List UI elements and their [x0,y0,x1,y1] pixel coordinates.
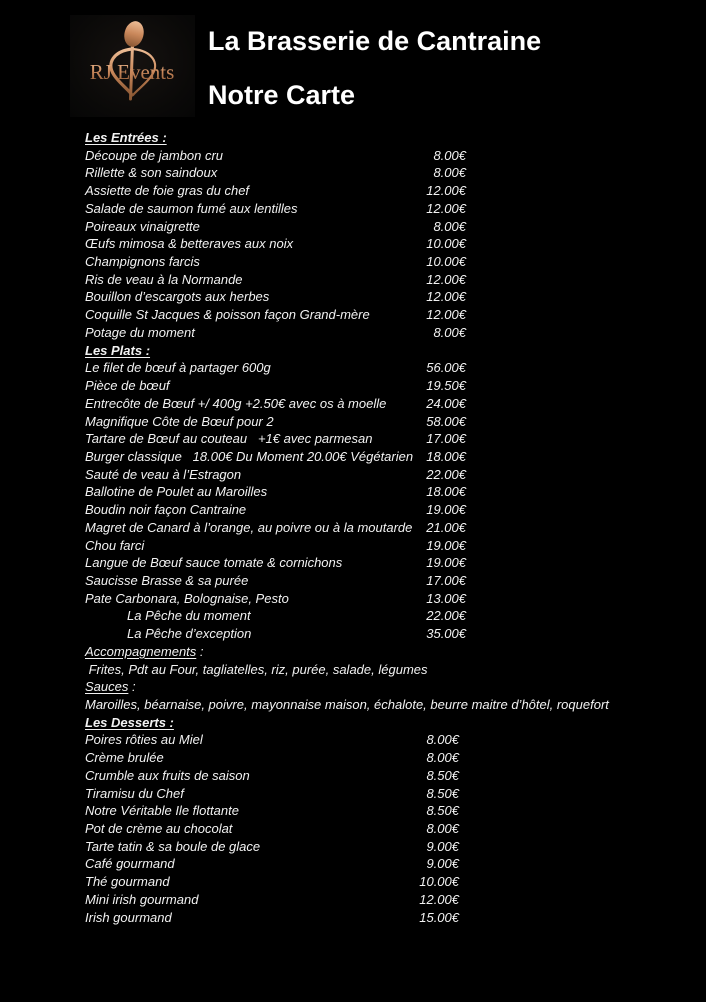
item-price: 12.00€ [426,200,466,216]
item-name: Crème brulée [85,750,164,766]
item-price: 56.00€ [426,360,466,376]
menu-item [85,359,466,377]
menu-item [85,909,459,927]
menu-item [85,855,459,873]
menu-item [85,749,459,767]
item-name: Sauté de veau à l’Estragon [85,466,242,482]
item-name: La Pêche du moment [127,608,251,624]
item-price: 8.00€ [426,750,459,766]
menu-item [85,802,459,820]
item-price: 8.00€ [433,165,466,181]
menu-item [85,164,466,182]
item-price: 12.00€ [426,307,466,323]
menu [85,129,660,926]
item-name: Tiramisu du Chef [85,785,184,801]
menu-item [85,590,466,608]
item-name: Chou farci [85,537,145,553]
item-price: 24.00€ [426,395,466,411]
menu-item [85,288,466,306]
menu-item [85,271,466,289]
item-price: 8.00€ [426,821,459,837]
menu-item [85,572,466,590]
item-name: Champignons farcis [85,254,200,270]
item-name: Crumble aux fruits de saison [85,767,250,783]
item-price: 17.00€ [426,572,466,588]
item-price: 19.00€ [426,555,466,571]
menu-item [85,413,466,431]
menu-item [85,200,466,218]
item-price: 58.00€ [426,413,466,429]
item-name: Boudin noir façon Cantraine [85,502,247,518]
item-name: Pot de crème au chocolat [85,821,233,837]
item-name: Magnifique Côte de Bœuf pour 2 [85,413,274,429]
item-price: 10.00€ [419,874,459,890]
item-name: Poires rôties au Miel [85,732,203,748]
section-description: Maroilles, béarnaise, poivre, mayonnaise maison, échalote, beurre maitre d’hôtel, roquefort [85,697,609,712]
item-name: Découpe de jambon cru [85,147,224,163]
menu-item [85,873,459,891]
item-price: 19.50€ [426,378,466,394]
item-price: 18.00€ [426,448,466,464]
menu-item [85,235,466,253]
menu-item [85,395,466,413]
section-heading-entrees: Les Entrées : [85,130,167,145]
item-name: Notre Véritable Ile flottante [85,803,239,819]
item-price: 12.00€ [426,271,466,287]
item-name: Irish gourmand [85,909,172,925]
item-name: Œufs mimosa & betteraves aux noix [85,236,294,252]
menu-item [85,731,459,749]
item-price: 12.00€ [426,183,466,199]
section-heading-accompagnements: Accompagnements : [85,643,204,659]
section-description: Frites, Pdt au Four, tagliatelles, riz, purée, salade, légumes [85,661,428,677]
item-name: Le filet de bœuf à partager 600g [85,360,271,376]
item-price: 19.00€ [426,502,466,518]
item-name: Saucisse Brasse & sa purée [85,572,249,588]
item-name: Thé gourmand [85,874,170,890]
item-name: Pièce de bœuf [85,378,170,394]
spoon-heart-icon [70,15,195,117]
item-name: Burger classique 18.00€ Du Moment 20.00€ Végétarien [85,448,414,464]
item-price: 22.00€ [426,608,466,624]
item-name: Tartare de Bœuf au couteau +1€ avec parmesan [85,431,373,447]
menu-item [85,218,466,236]
item-price: 8.00€ [433,218,466,234]
menu-item [85,838,459,856]
page-title: La Brasserie de Cantraine [208,26,542,56]
logo [70,15,195,117]
page-subtitle: Notre Carte [208,80,356,110]
item-name: Pate Carbonara, Bolognaise, Pesto [85,590,289,606]
menu-item [85,501,466,519]
logo-text: RJ Events [89,60,175,84]
menu-item [85,891,459,909]
item-name: Rillette & son saindoux [85,165,218,181]
item-price: 21.00€ [426,519,466,535]
item-name: Mini irish gourmand [85,891,199,907]
menu-item [85,253,466,271]
menu-item [85,607,466,625]
item-price: 13.00€ [426,590,466,606]
menu-item [85,430,466,448]
menu-item [85,182,466,200]
item-name: Café gourmand [85,856,175,872]
item-price: 15.00€ [419,909,459,925]
menu-item [85,306,466,324]
item-name: Ballotine de Poulet au Maroilles [85,484,268,500]
item-name: Magret de Canard à l’orange, au poivre ou à la moutarde [85,519,413,535]
item-price: 10.00€ [426,254,466,270]
item-price: 9.00€ [426,856,459,872]
item-price: 10.00€ [426,236,466,252]
section-heading-plats: Les Plats : [85,342,151,358]
menu-item [85,377,466,395]
item-name: Assiette de foie gras du chef [85,183,250,199]
item-name: Bouillon d’escargots aux herbes [85,289,270,305]
menu-item [85,820,459,838]
menu-item [85,466,466,484]
item-name: Entrecôte de Bœuf +/ 400g +2.50€ avec os à moelle [85,395,387,411]
item-price: 8.50€ [426,785,459,801]
menu-item [85,483,466,501]
item-price: 12.00€ [419,891,459,907]
menu-item [85,625,466,643]
item-price: 19.00€ [426,537,466,553]
item-price: 8.00€ [433,147,466,163]
section-heading-sauces: Sauces : [85,679,136,695]
item-name: Coquille St Jacques & poisson façon Grand-mère [85,307,370,323]
item-price: 8.00€ [426,732,459,748]
item-name: Tarte tatin & sa boule de glace [85,838,261,854]
menu-item [85,147,466,165]
menu-item [85,537,466,555]
item-price: 8.00€ [433,324,466,340]
item-name: Ris de veau à la Normande [85,271,243,287]
menu-item [85,519,466,537]
item-price: 12.00€ [426,289,466,305]
item-name: Poireaux vinaigrette [85,218,200,234]
item-name: Langue de Bœuf sauce tomate & cornichons [85,555,343,571]
item-price: 17.00€ [426,431,466,447]
item-name: Salade de saumon fumé aux lentilles [85,200,298,216]
menu-item [85,448,466,466]
item-price: 18.00€ [426,484,466,500]
item-price: 8.50€ [426,767,459,783]
menu-item [85,554,466,572]
item-price: 22.00€ [426,466,466,482]
menu-item [85,785,459,803]
item-price: 35.00€ [426,626,466,642]
menu-item [85,324,466,342]
item-name: La Pêche d’exception [127,626,252,642]
item-name: Potage du moment [85,324,195,340]
section-heading-desserts: Les Desserts : [85,714,174,730]
menu-item [85,767,459,785]
item-price: 9.00€ [426,838,459,854]
item-price: 8.50€ [426,803,459,819]
